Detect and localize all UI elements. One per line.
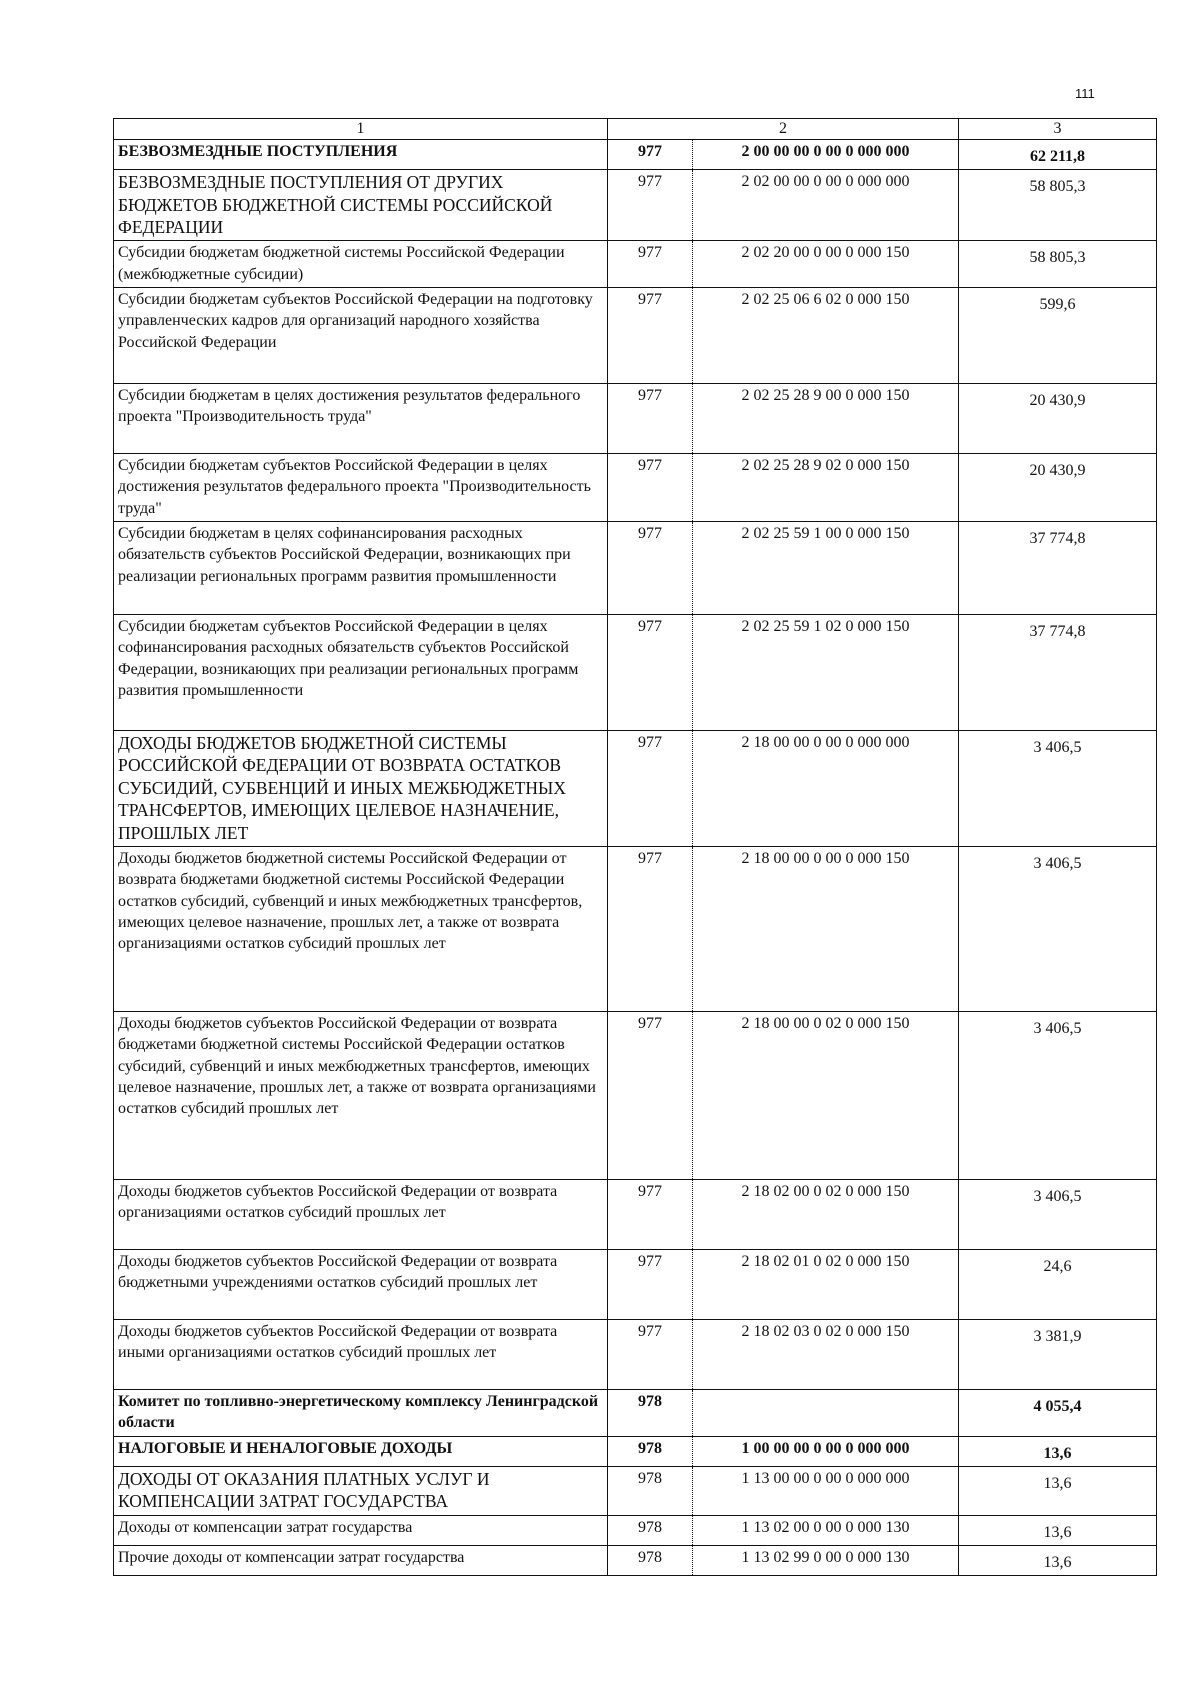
row-name-cell: Прочие доходы от компенсации затрат государства	[114, 1545, 608, 1575]
column-header-1: 1	[114, 119, 608, 140]
row-budget-code-cell: 2 02 25 28 9 00 0 000 150	[693, 383, 959, 453]
row-admin-code-cell: 978	[608, 1389, 693, 1436]
row-admin-code-cell: 977	[608, 846, 693, 1011]
table-row	[114, 1011, 1157, 1179]
table-row	[114, 521, 1157, 614]
table-row	[114, 241, 1157, 288]
row-name-cell: БЕЗВОЗМЕЗДНЫЕ ПОСТУПЛЕНИЯ	[114, 140, 608, 170]
row-budget-code-cell: 1 13 02 99 0 00 0 000 130	[693, 1545, 959, 1575]
row-name-cell: Доходы бюджетов субъектов Российской Федерации от возврата организациями остатков субсидий прошлых лет	[114, 1179, 608, 1249]
row-budget-code-cell: 2 18 02 03 0 02 0 000 150	[693, 1319, 959, 1389]
row-name-cell: Субсидии бюджетам в целях достижения результатов федерального проекта "Производительность труда"	[114, 383, 608, 453]
row-amount-cell: 58 805,3	[959, 170, 1157, 241]
table-row	[114, 614, 1157, 730]
row-budget-code-cell: 2 18 00 00 0 00 0 000 000	[693, 730, 959, 846]
row-budget-code-cell: 2 02 25 59 1 02 0 000 150	[693, 614, 959, 730]
row-budget-code-cell: 2 02 25 06 6 02 0 000 150	[693, 287, 959, 383]
row-budget-code-cell: 1 13 00 00 0 00 0 000 000	[693, 1466, 959, 1515]
row-name-cell: Доходы бюджетов субъектов Российской Федерации от возврата бюджетными учреждениями остатков субсидий прошлых лет	[114, 1249, 608, 1319]
row-name-cell: БЕЗВОЗМЕЗДНЫЕ ПОСТУПЛЕНИЯ ОТ ДРУГИХ БЮДЖЕТОВ БЮДЖЕТНОЙ СИСТЕМЫ РОССИЙСКОЙ ФЕДЕРАЦИИ	[114, 170, 608, 241]
row-budget-code-cell: 2 02 25 28 9 02 0 000 150	[693, 453, 959, 521]
row-budget-code-cell: 2 02 25 59 1 00 0 000 150	[693, 521, 959, 614]
row-admin-code-cell: 977	[608, 170, 693, 241]
row-amount-cell: 3 406,5	[959, 1011, 1157, 1179]
row-admin-code-cell: 977	[608, 287, 693, 383]
row-amount-cell: 20 430,9	[959, 453, 1157, 521]
row-budget-code-cell: 1 13 02 00 0 00 0 000 130	[693, 1515, 959, 1545]
row-budget-code-cell: 2 02 20 00 0 00 0 000 150	[693, 241, 959, 288]
row-name-cell: Субсидии бюджетам субъектов Российской Федерации в целях софинансирования расходных обязательств субъектов Российской Федерации, возникающих при реализации региональных программ развития промышленности	[114, 614, 608, 730]
row-amount-cell: 3 406,5	[959, 1179, 1157, 1249]
row-admin-code-cell: 977	[608, 1249, 693, 1319]
row-amount-cell: 13,6	[959, 1436, 1157, 1466]
row-admin-code-cell: 977	[608, 730, 693, 846]
row-amount-cell: 24,6	[959, 1249, 1157, 1319]
row-amount-cell: 13,6	[959, 1515, 1157, 1545]
row-admin-code-cell: 977	[608, 453, 693, 521]
table-row	[114, 1389, 1157, 1436]
table-row	[114, 1436, 1157, 1466]
table-body	[114, 140, 1157, 1576]
row-admin-code-cell: 977	[608, 241, 693, 288]
revenue-table	[113, 118, 1157, 1576]
row-name-cell: Доходы бюджетов субъектов Российской Федерации от возврата бюджетами бюджетной системы Российской Федерации остатков субсидий, субвенций и иных межбюджетных трансфертов, имеющих целевое назначение, прошлых лет, а также от возврата организациями остатков субсидий прошлых лет	[114, 1011, 608, 1179]
column-number-row	[114, 119, 1157, 140]
row-name-cell: Доходы от компенсации затрат государства	[114, 1515, 608, 1545]
row-budget-code-cell: 2 18 00 00 0 00 0 000 150	[693, 846, 959, 1011]
row-budget-code-cell: 1 00 00 00 0 00 0 000 000	[693, 1436, 959, 1466]
table-row	[114, 1545, 1157, 1575]
row-admin-code-cell: 978	[608, 1545, 693, 1575]
table-row	[114, 1179, 1157, 1249]
row-amount-cell: 58 805,3	[959, 241, 1157, 288]
table-row	[114, 287, 1157, 383]
row-name-cell: ДОХОДЫ БЮДЖЕТОВ БЮДЖЕТНОЙ СИСТЕМЫ РОССИЙСКОЙ ФЕДЕРАЦИИ ОТ ВОЗВРАТА ОСТАТКОВ СУБСИДИЙ, СУБВЕНЦИЙ И ИНЫХ МЕЖБЮДЖЕТНЫХ ТРАНСФЕРТОВ, ИМЕЮЩИХ ЦЕЛЕВОЕ НАЗНАЧЕНИЕ, ПРОШЛЫХ ЛЕТ	[114, 730, 608, 846]
row-budget-code-cell: 2 18 02 00 0 02 0 000 150	[693, 1179, 959, 1249]
row-admin-code-cell: 977	[608, 140, 693, 170]
row-name-cell: ДОХОДЫ ОТ ОКАЗАНИЯ ПЛАТНЫХ УСЛУГ И КОМПЕНСАЦИИ ЗАТРАТ ГОСУДАРСТВА	[114, 1466, 608, 1515]
table-row	[114, 1515, 1157, 1545]
page-number: 111	[1075, 86, 1095, 101]
table-row	[114, 383, 1157, 453]
row-admin-code-cell: 977	[608, 521, 693, 614]
row-amount-cell: 13,6	[959, 1466, 1157, 1515]
row-amount-cell: 62 211,8	[959, 140, 1157, 170]
row-name-cell: Субсидии бюджетам субъектов Российской Федерации в целях достижения результатов федерального проекта "Производительность труда"	[114, 453, 608, 521]
table-row	[114, 846, 1157, 1011]
row-budget-code-cell	[693, 1389, 959, 1436]
row-name-cell: Субсидии бюджетам бюджетной системы Российской Федерации (межбюджетные субсидии)	[114, 241, 608, 288]
row-amount-cell: 4 055,4	[959, 1389, 1157, 1436]
row-budget-code-cell: 2 02 00 00 0 00 0 000 000	[693, 170, 959, 241]
table-row	[114, 1249, 1157, 1319]
row-name-cell: Субсидии бюджетам в целях софинансирования расходных обязательств субъектов Российской Федерации, возникающих при реализации региональных программ развития промышленности	[114, 521, 608, 614]
row-admin-code-cell: 978	[608, 1515, 693, 1545]
row-budget-code-cell: 2 18 02 01 0 02 0 000 150	[693, 1249, 959, 1319]
table-row	[114, 140, 1157, 170]
row-amount-cell: 3 406,5	[959, 846, 1157, 1011]
row-amount-cell: 3 406,5	[959, 730, 1157, 846]
column-header-3: 3	[959, 119, 1157, 140]
row-amount-cell: 3 381,9	[959, 1319, 1157, 1389]
table-row	[114, 1319, 1157, 1389]
row-name-cell: НАЛОГОВЫЕ И НЕНАЛОГОВЫЕ ДОХОДЫ	[114, 1436, 608, 1466]
row-admin-code-cell: 977	[608, 383, 693, 453]
row-admin-code-cell: 977	[608, 1011, 693, 1179]
row-name-cell: Доходы бюджетов бюджетной системы Российской Федерации от возврата бюджетами бюджетной системы Российской Федерации остатков субсидий, субвенций и иных межбюджетных трансфертов, имеющих целевое назначение, прошлых лет, а также от возврата организациями остатков субсидий прошлых лет	[114, 846, 608, 1011]
row-admin-code-cell: 978	[608, 1436, 693, 1466]
table-row	[114, 453, 1157, 521]
row-admin-code-cell: 977	[608, 1319, 693, 1389]
row-name-cell: Доходы бюджетов субъектов Российской Федерации от возврата иными организациями остатков субсидий прошлых лет	[114, 1319, 608, 1389]
row-name-cell: Комитет по топливно-энергетическому комплексу Ленинградской области	[114, 1389, 608, 1436]
row-name-cell: Субсидии бюджетам субъектов Российской Федерации на подготовку управленческих кадров для организаций народного хозяйства Российской Федерации	[114, 287, 608, 383]
row-admin-code-cell: 977	[608, 1179, 693, 1249]
row-budget-code-cell: 2 00 00 00 0 00 0 000 000	[693, 140, 959, 170]
row-amount-cell: 20 430,9	[959, 383, 1157, 453]
row-amount-cell: 37 774,8	[959, 521, 1157, 614]
row-budget-code-cell: 2 18 00 00 0 02 0 000 150	[693, 1011, 959, 1179]
row-admin-code-cell: 978	[608, 1466, 693, 1515]
row-amount-cell: 13,6	[959, 1545, 1157, 1575]
row-amount-cell: 599,6	[959, 287, 1157, 383]
column-header-2: 2	[608, 119, 959, 140]
table-row	[114, 170, 1157, 241]
table-row	[114, 1466, 1157, 1515]
row-admin-code-cell: 977	[608, 614, 693, 730]
row-amount-cell: 37 774,8	[959, 614, 1157, 730]
table-row	[114, 730, 1157, 846]
